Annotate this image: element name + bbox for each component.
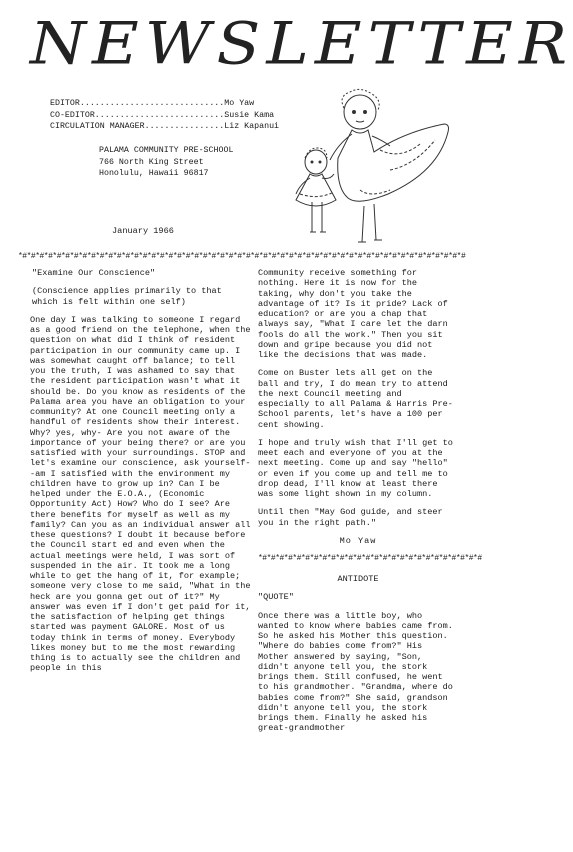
antidote-paragraph: Once there was a little boy, who wanted to know where babies came from. So he asked his Mother this question. "Where do babies come from?" His Mother answered by saying, "Son, didn't anyone tell you, the stork brings them. Still confused, he went to his grandmother. "Grandma, where do babies come from?" She said, grandson didn't anyone tell you, the stork brings them. Finally he asked his great-grandmother (258, 610, 453, 734)
staff-name: Liz Kapanui (224, 122, 280, 131)
article-subtitle: (Conscience applies primarily to that which is felt within one self) (32, 286, 222, 307)
article-signature: Mo Yaw (339, 535, 377, 546)
article-title: "Examine Our Conscience" (32, 268, 156, 278)
section-divider-rule: *#*#*#*#*#*#*#*#*#*#*#*#*#*#*#*#*#*#*#*#*#*#*#*#*#*# (258, 554, 482, 563)
article-paragraph: I hope and truly wish that I'll get to meet each and everyone of you at the next meeting. Come up and say "hello" or even if you come up and tell me to drop dead, I'll know at least there was some light shown in my column. (258, 437, 453, 499)
article-paragraph: One day I was talking to someone I regard as a good friend on the telephone, when the question on what did I think of resident participation in our community came up. I was somewhat caught off balance; to tell you the truth, I was ashamed to say that the resident participation wasn't what it should be. Do you know as residents of the Palama area you have an obligation to your community? At one Council meeting only a handful of residents show their interest. Why? yes, why- Are you not aware of the importance of your being there? or are you satisfied with your surroundings. STOP and let's examine our conscience, ask yourself--am I satisfied with the environment my children have to grow up in? Can I be helped under the E.O.A., (Economic Opportunity Act) How? Who do I see? Are there benefits for myself as well as my family? Can you as an individual answer all these questions? I doubt it because before the Council start ed and even when the actual meetings were held, I was sort of suspended in the air. It took me a long while to get the hang of it, for example; someone very close to me said, "What in the heck are you gonna get out of it?" My answer was even if I don't get paid for it, the satisfaction of helping get things started was payment GALORE. Most of us today think in terms of money. Everybody likes money but to me the most rewarding thing is to actually see the children and people in this (30, 314, 251, 674)
staff-row-circulation-manager (50, 121, 279, 133)
address-line-city: Honolulu, Hawaii 96817 (99, 169, 209, 178)
staff-row-editor (50, 98, 279, 110)
left-column (30, 268, 252, 682)
staff-list (50, 98, 279, 133)
issue-date: January 1966 (112, 226, 174, 236)
quote-label: "QUOTE" (258, 592, 294, 603)
girls-dancing-illustration (280, 90, 480, 260)
right-column (258, 268, 482, 742)
article-paragraph: Come on Buster lets all get on the ball and try, I do mean try to attend the next Council meeting and especially to all Palama & Harris Pre-School parents, let's have a 100 per cent showing. (258, 368, 453, 430)
staff-name: Susie Kama (224, 110, 275, 120)
staff-name: Mo Yaw (224, 99, 255, 108)
article-paragraph: Community receive something for nothing. Here it is now for the taking, why don't you take the advantage of it? Is it pride? Lack of education? or are you a chap that always say, "What I care let the darn fools do all the work." Then you sit down and gripe because you did not like the decisions that was made. (258, 268, 448, 360)
section-title-antidote: ANTIDOTE (337, 574, 379, 584)
address-line-school: PALAMA COMMUNITY PRE-SCHOOL (99, 146, 234, 155)
staff-role: CIRCULATION MANAGER................ (50, 122, 225, 131)
school-address (99, 145, 233, 180)
masthead-title: NEWSLETTER (30, 11, 573, 78)
staff-role: EDITOR............................. (50, 99, 225, 108)
address-line-street: 766 North King Street (99, 157, 204, 167)
article-paragraph: Until then "May God guide, and steer you in the right path." (258, 507, 443, 528)
staff-role: CO-EDITOR.......................... (50, 110, 225, 120)
page-divider-rule: *#*#*#*#*#*#*#*#*#*#*#*#*#*#*#*#*#*#*#*#*#*#*#*#*#*#*#*#*#*#*#*#*#*#*#*#*#*#*#*#*#*#*#*#*#*#*#*#*#*#*#*# (18, 252, 466, 261)
staff-row-co-editor (50, 110, 279, 122)
